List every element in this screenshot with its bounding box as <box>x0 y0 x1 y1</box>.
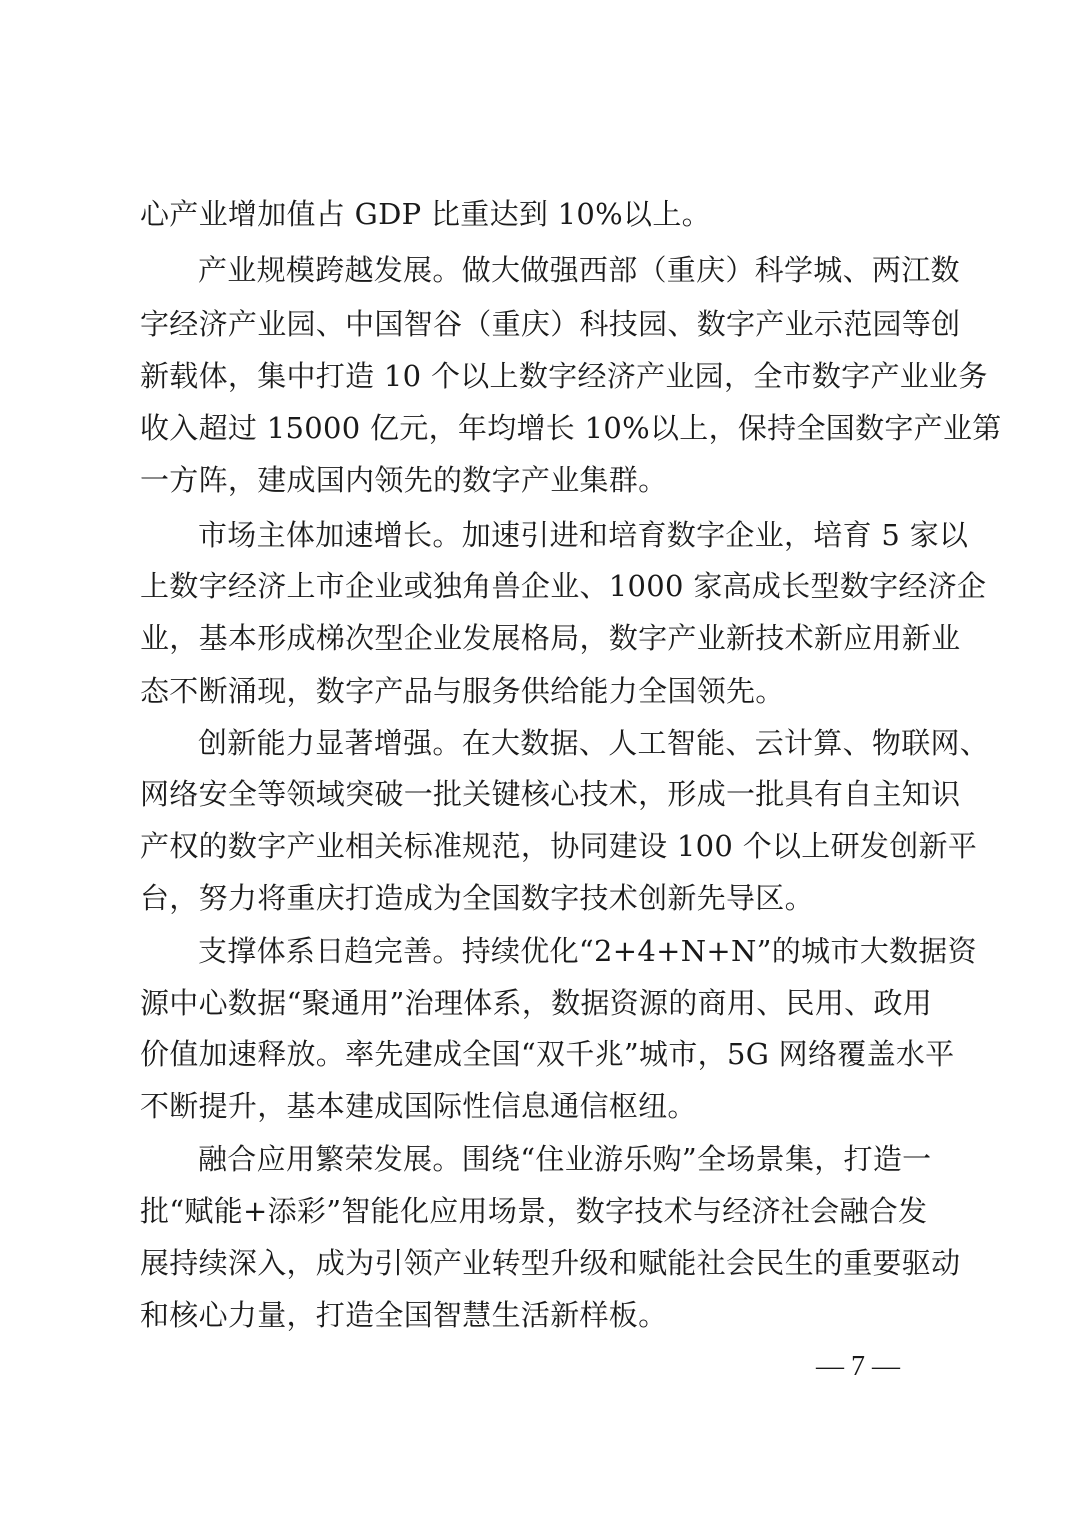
paragraph-first-line: 市场主体加速增长。加速引进和培育数字企业，培育 5 家以 <box>198 518 969 552</box>
paragraph-first-line: 创新能力显著增强。在大数据、人工智能、云计算、物联网、 <box>198 726 990 760</box>
text-line: 心产业增加值占 GDP 比重达到 10%以上。 <box>140 197 711 231</box>
text-line: 网络安全等领域突破一批关键核心技术，形成一批具有自主知识 <box>140 777 961 811</box>
text-line: 一方阵，建成国内领先的数字产业集群。 <box>140 463 668 497</box>
text-line: 业，基本形成梯次型企业发展格局，数字产业新技术新应用新业 <box>140 621 961 655</box>
text-line: 新载体，集中打造 10 个以上数字经济产业园，全市数字产业业务 <box>140 359 988 393</box>
text-line: 字经济产业园、中国智谷（重庆）科技园、数字产业示范园等创 <box>140 307 961 341</box>
text-line: 不断提升，基本建成国际性信息通信枢纽。 <box>140 1089 697 1123</box>
text-line: 收入超过 15000 亿元，年均增长 10%以上，保持全国数字产业第 <box>140 411 1002 445</box>
text-line: 展持续深入，成为引领产业转型升级和赋能社会民生的重要驱动 <box>140 1246 961 1280</box>
paragraph-first-line: 支撑体系日趋完善。持续优化“2+4+N+N”的城市大数据资 <box>198 934 977 968</box>
text-line: 和核心力量，打造全国智慧生活新样板。 <box>140 1298 668 1332</box>
text-line: 源中心数据“聚通用”治理体系，数据资源的商用、民用、政用 <box>140 986 933 1020</box>
text-line: 态不断涌现，数字产品与服务供给能力全国领先。 <box>140 674 785 708</box>
text-line: 台，努力将重庆打造成为全国数字技术创新先导区。 <box>140 881 814 915</box>
page-number: — 7 — <box>816 1351 900 1382</box>
text-line: 上数字经济上市企业或独角兽企业、1000 家高成长型数字经济企 <box>140 569 987 603</box>
text-line: 产权的数字产业相关标准规范，协同建设 100 个以上研发创新平 <box>140 829 978 863</box>
paragraph-first-line: 融合应用繁荣发展。围绕“住业游乐购”全场景集，打造一 <box>198 1142 932 1176</box>
paragraph-first-line: 产业规模跨越发展。做大做强西部（重庆）科学城、两江数 <box>198 253 960 287</box>
text-line: 价值加速释放。率先建成全国“双千兆”城市，5G 网络覆盖水平 <box>140 1037 955 1071</box>
text-line: 批“赋能+添彩”智能化应用场景，数字技术与经济社会融合发 <box>140 1194 928 1228</box>
